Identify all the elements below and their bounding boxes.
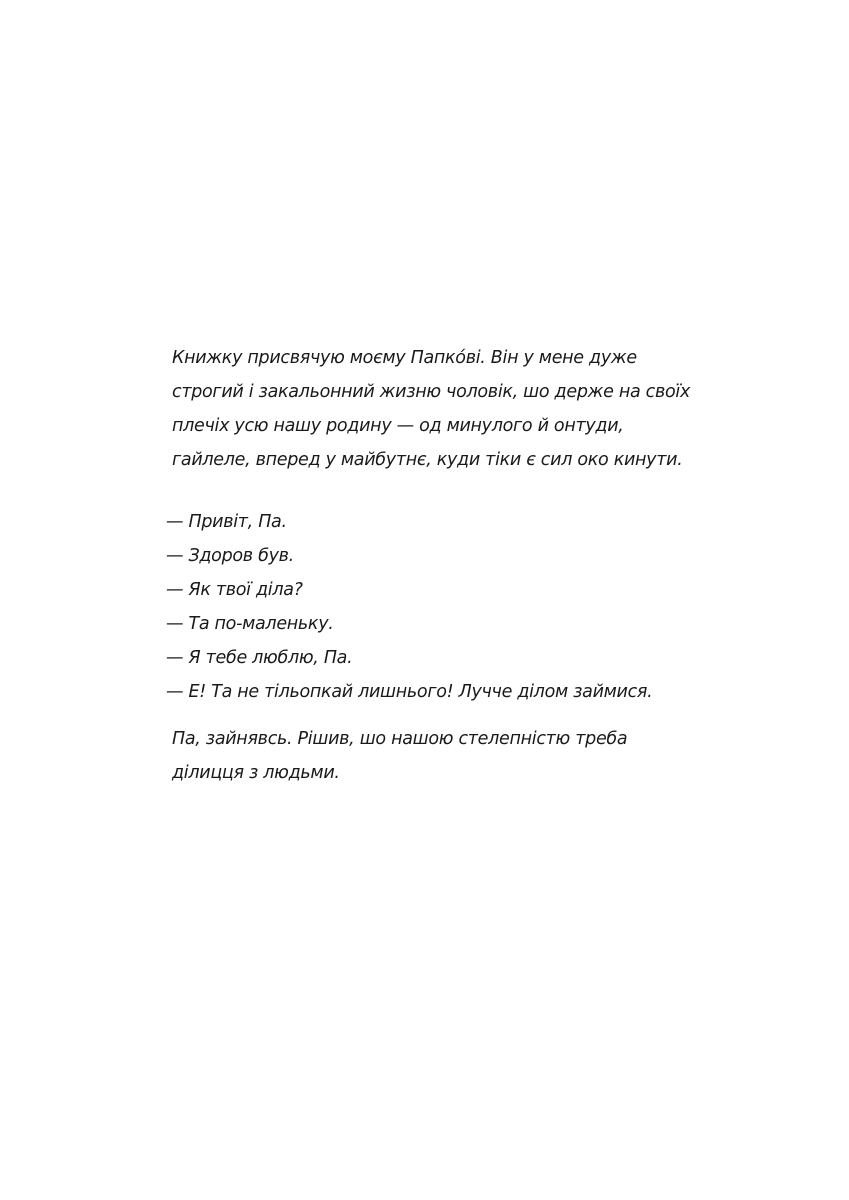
dialogue-line: — Здоров був. <box>166 546 294 566</box>
closing-line: Па, зайнявсь. Рішив, шо нашою стелепністю треба <box>172 729 628 749</box>
closing-paragraph <box>172 722 692 790</box>
dialogue-line: — Та по-маленьку. <box>166 614 334 634</box>
dialogue-block <box>166 505 686 709</box>
dedication-paragraph <box>172 341 692 477</box>
dedication-line: плечіх усю нашу родину — од минулого й онтуди, <box>172 416 624 436</box>
dialogue-line: — Е! Та не тільопкай лишнього! Лучче ділом займися. <box>166 682 653 702</box>
dedication-line: Книжку присвячую моєму Папкóві. Він у мене дуже <box>172 348 637 368</box>
dialogue-line: — Як твої діла? <box>166 580 303 600</box>
dedication-line: гайлеле, вперед у майбутнє, куди тіки є сил око кинути. <box>172 450 683 470</box>
dialogue-line: — Я тебе люблю, Па. <box>166 648 353 668</box>
closing-line: ділицця з людьми. <box>172 763 340 783</box>
dialogue-line: — Привіт, Па. <box>166 512 287 532</box>
dedication-line: строгий і закальонний жизню чоловік, шо держе на своїх <box>172 382 691 402</box>
